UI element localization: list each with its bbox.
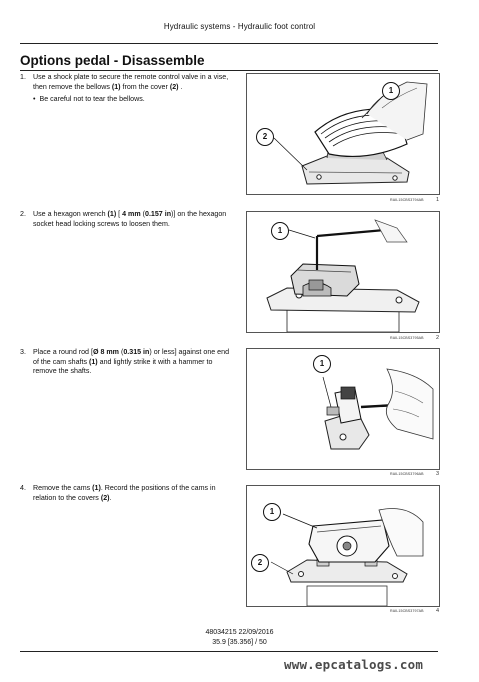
footer-rule [20, 651, 438, 652]
title-rule [20, 70, 438, 71]
figure-code: RAIL15CBS3794AB [390, 198, 424, 202]
figure-code: RAIL15CBS3795AB [390, 336, 424, 340]
callout-2: 2 [256, 128, 274, 146]
footer-page-line: 35.9 [35.356] / 50 [212, 639, 267, 646]
section-title: Options pedal - Disassemble [20, 53, 205, 68]
step-number: 4. [20, 484, 26, 492]
step-1 [20, 73, 232, 105]
callout-1: 1 [263, 503, 281, 521]
figure-code: RAIL15CBS3797AB [390, 609, 424, 613]
figure-number: 1 [436, 197, 440, 203]
step-4 [20, 484, 232, 503]
step-bullet: • Be careful not to tear the bellows. [33, 95, 232, 105]
step-text: Remove the cams (1). Record the positions of the cams in relation to the covers (2). [33, 484, 216, 502]
step-number: 2. [20, 210, 26, 218]
figure-4-cam-removal [246, 485, 440, 607]
step-3 [20, 348, 232, 377]
figure-3-illustration [247, 349, 439, 469]
figure-number: 4 [436, 608, 440, 614]
callout-1: 1 [382, 82, 400, 100]
callout-1: 1 [271, 222, 289, 240]
figure-1-illustration [247, 74, 439, 194]
figure-number: 2 [436, 335, 440, 341]
step-text: Use a shock plate to secure the remote control valve in a vise, then remove the bellows (1) from the cover (2) . [33, 73, 229, 91]
figure-number: 3 [436, 471, 440, 477]
step-text: Place a round rod [Ø 8 mm (0.315 in) or less] against one end of the cam shafts (1) and lightly strike it with a hammer to remove the shafts. [33, 348, 230, 376]
figure-1-bellows-removal [246, 73, 440, 195]
page-header: Hydraulic systems - Hydraulic foot control [163, 22, 316, 31]
callout-1: 1 [313, 355, 331, 373]
callout-2: 2 [251, 554, 269, 572]
step-2 [20, 210, 232, 229]
figure-3-cam-shaft-removal [246, 348, 440, 470]
figure-2-hex-wrench [246, 211, 440, 333]
step-number: 1. [20, 73, 26, 81]
footer-doc-line: 48034215 22/09/2016 [205, 629, 274, 636]
figure-code: RAIL15CBS3796AB [390, 472, 424, 476]
watermark: www.epcatalogs.com [284, 657, 424, 672]
step-number: 3. [20, 348, 26, 356]
step-text: Use a hexagon wrench (1) [ 4 mm (0.157 in)] on the hexagon socket head locking screws to loosen them. [33, 210, 227, 228]
header-rule [20, 43, 438, 44]
